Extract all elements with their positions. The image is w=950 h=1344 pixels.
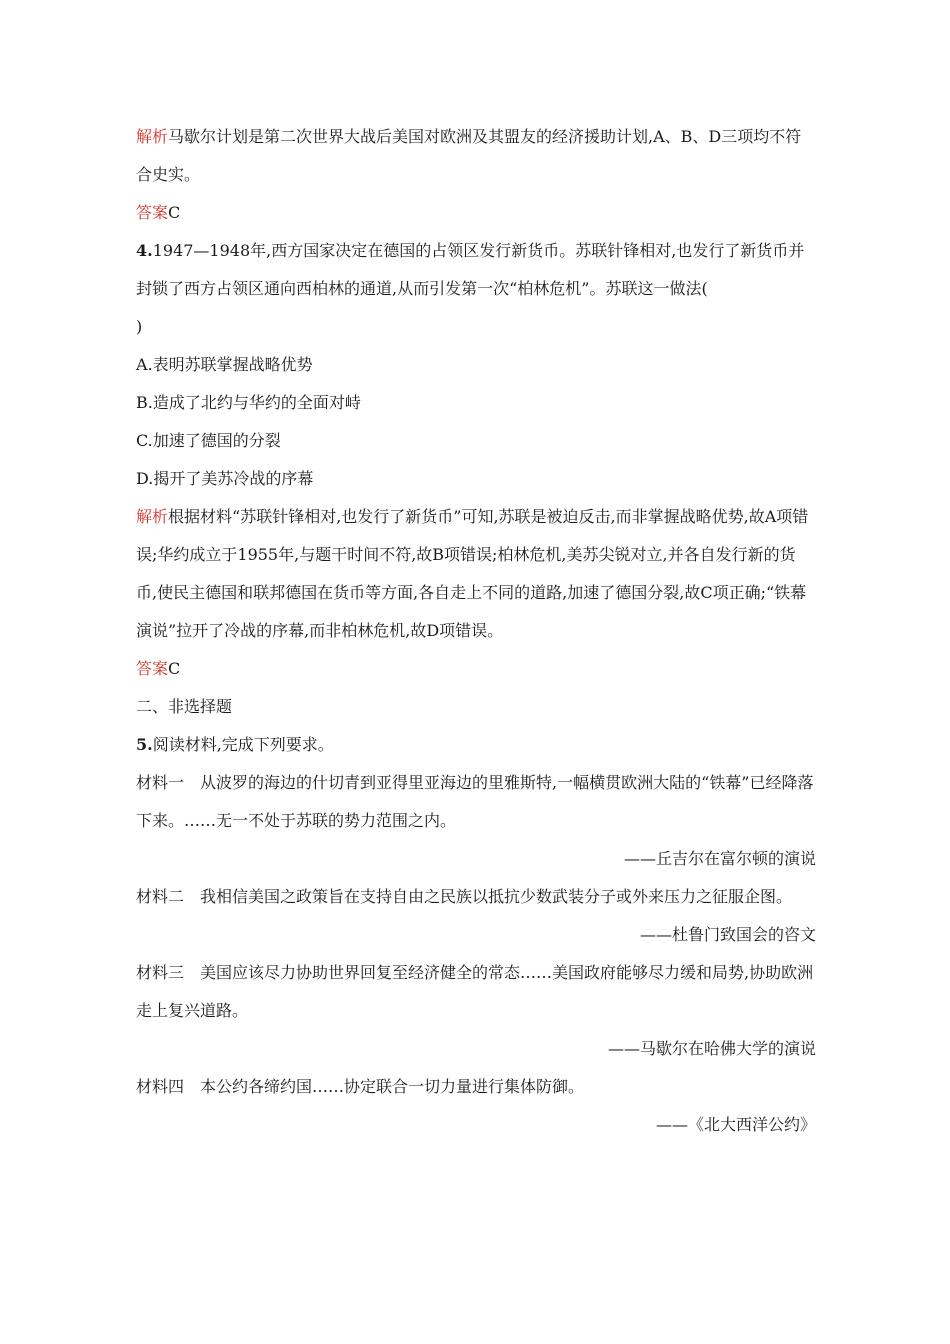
q5-stem	[136, 726, 816, 764]
answer-value: C	[168, 203, 181, 222]
material-label: 材料三	[136, 963, 185, 982]
material-4	[136, 1068, 816, 1106]
material-text: 美国应该尽力协助世界回复至经济健全的常态……美国政府能够尽力缓和局势,协助欧洲走上复兴道路。	[136, 963, 814, 1020]
q3-answer	[136, 194, 816, 232]
q4-stem	[136, 232, 816, 308]
analysis-text: 根据材料“苏联针锋相对,也发行了新货币”可知,苏联是被迫反击,而非掌握战略优势,故A项错误;华约成立于1955年,与题干时间不符,故B项错误;柏林危机,美苏尖锐对立,并各自发行新的货币,使民主德国和联邦德国在货币等方面,各自走上不同的道路,加速了德国分裂,故C项正确;“铁幕演说”拉开了冷战的序幕,而非柏林危机,故D项错误。	[136, 507, 809, 640]
section-heading: 二、非选择题	[136, 697, 233, 716]
analysis-label: 解析	[136, 127, 169, 146]
material-3	[136, 954, 816, 1030]
material-text: 我相信美国之政策旨在支持自由之民族以抵抗少数武装分子或外来压力之征服企图。	[200, 887, 793, 906]
material-text: 本公约各缔约国……协定联合一切力量进行集体防御。	[200, 1077, 585, 1096]
material-1-source: ——丘吉尔在富尔顿的演说	[623, 849, 816, 868]
option-b: B.造成了北约与华约的全面对峙	[136, 393, 361, 412]
answer-label: 答案	[136, 203, 169, 222]
option-d: D.揭开了美苏冷战的序幕	[136, 469, 314, 488]
analysis-label: 解析	[136, 507, 169, 526]
option-c: C.加速了德国的分裂	[136, 431, 281, 450]
option-a: A.表明苏联掌握战略优势	[136, 355, 313, 374]
answer-value: C	[168, 659, 181, 678]
q4-analysis	[136, 498, 816, 650]
question-text: 阅读材料,完成下列要求。	[152, 735, 334, 754]
question-text: 1947—1948年,西方国家决定在德国的占领区发行新货币。苏联针锋相对,也发行了新货币并封锁了西方占领区通向西柏林的通道,从而引发第一次“柏林危机”。苏联这一做法(	[136, 241, 805, 298]
analysis-text: 马歇尔计划是第二次世界大战后美国对欧洲及其盟友的经济援助计划,A、B、D三项均不符合史实。	[136, 127, 802, 184]
material-label: 材料一	[136, 773, 185, 792]
answer-label: 答案	[136, 659, 169, 678]
document-page	[136, 118, 816, 1144]
material-label: 材料四	[136, 1077, 185, 1096]
question-number: 4.	[136, 241, 153, 260]
material-4-source: ——《北大西洋公约》	[655, 1115, 816, 1134]
material-3-source: ——马歇尔在哈佛大学的演说	[607, 1039, 816, 1058]
material-2-source: ——杜鲁门致国会的咨文	[639, 925, 816, 944]
question-number: 5.	[136, 735, 153, 754]
material-2	[136, 878, 816, 916]
q4-stem-end: )	[136, 317, 143, 336]
material-1	[136, 764, 816, 840]
q3-analysis	[136, 118, 816, 194]
material-label: 材料二	[136, 887, 185, 906]
q4-answer	[136, 650, 816, 688]
material-text: 从波罗的海边的什切青到亚得里亚海边的里雅斯特,一幅横贯欧洲大陆的“铁幕”已经降落下来。……无一不处于苏联的势力范围之内。	[136, 773, 814, 830]
